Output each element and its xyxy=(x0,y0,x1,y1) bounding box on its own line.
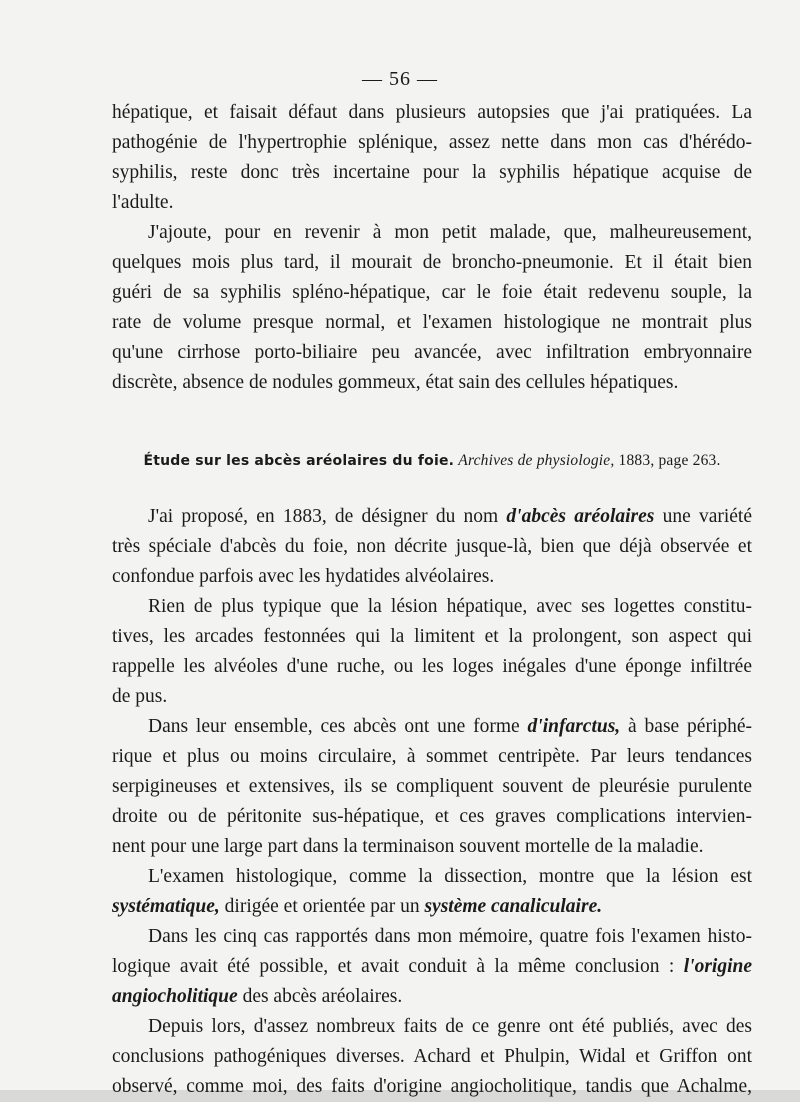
text-line: J'ajoute, pour en revenir à mon petit malade, que, malheureusement, xyxy=(148,222,752,243)
text-line: systématique, dirigée et orientée par un système canaliculaire. xyxy=(112,896,603,917)
text-line: angiocholitique des abcès aréolaires. xyxy=(112,986,403,1007)
text-line: Depuis lors, d'assez nombreux faits de ce genre ont été publiés, avec des xyxy=(148,1016,752,1037)
text-line: l'adulte. xyxy=(112,192,174,213)
text-line: discrète, absence de nodules gommeux, état sain des cellules hépatiques. xyxy=(112,372,679,393)
text-line: hépatique, et faisait défaut dans plusieurs autopsies que j'ai pratiquées. La xyxy=(112,102,752,123)
text-line: Dans les cinq cas rapportés dans mon mémoire, quatre fois l'examen histo- xyxy=(148,926,752,947)
text-line: rappelle les alvéoles d'une ruche, ou les loges inégales d'une éponge infiltrée xyxy=(112,656,752,677)
emphasis: d'abcès aréolaires xyxy=(506,506,655,527)
emphasis: l'origine xyxy=(683,956,753,977)
text-line: syphilis, reste donc très incertaine pour la syphilis hépatique acquise de xyxy=(112,162,752,183)
emphasis: d'infarctus, xyxy=(527,716,621,737)
text-line: conclusions pathogéniques diverses. Achard et Phulpin, Widal et Griffon ont xyxy=(112,1046,752,1067)
text-line: très spéciale d'abcès du foie, non décrite jusque-là, bien que déjà observée et xyxy=(112,536,752,557)
text-line: rique et plus ou moins circulaire, à sommet centripète. Par leurs tendances xyxy=(112,746,752,767)
text-line: qu'une cirrhose porto-biliaire peu avancée, avec infiltration embryonnaire xyxy=(112,342,752,363)
text-line: observé, comme moi, des faits d'origine angiocholitique, tandis que Achalme, xyxy=(112,1076,752,1097)
emphasis: systématique, xyxy=(112,896,220,917)
text-line: de pus. xyxy=(112,686,168,707)
emphasis: système canaliculaire. xyxy=(424,896,603,917)
emphasis: angiocholitique xyxy=(112,986,238,1007)
text-line: rate de volume presque normal, et l'examen histologique ne montrait plus xyxy=(112,312,752,333)
text-line: logique avait été possible, et avait conduit à la même conclusion : l'origine xyxy=(112,956,753,977)
text-line: serpigineuses et extensives, ils se compliquent souvent de pleurésie purulente xyxy=(112,776,752,797)
text-line: Dans leur ensemble, ces abcès ont une forme d'infarctus, à base périphé- xyxy=(148,716,753,737)
page-body xyxy=(112,98,752,1102)
heading-source: Archives de physiologie, xyxy=(458,452,615,469)
text-line: Rien de plus typique que la lésion hépatique, avec ses logettes constitu- xyxy=(148,596,752,617)
heading-title: Étude sur les abcès aréolaires du foie. xyxy=(143,453,455,469)
section-heading xyxy=(112,450,752,472)
text-line: nent pour une large part dans la terminaison souvent mortelle de la maladie. xyxy=(112,836,704,857)
text-line: guéri de sa syphilis spléno-hépatique, car le foie était redevenu souple, la xyxy=(112,282,752,303)
heading-ref: 1883, page 263. xyxy=(618,452,721,469)
page-number: — 56 — xyxy=(362,68,438,90)
text-line: J'ai proposé, en 1883, de désigner du nom d'abcès aréolaires une variété xyxy=(148,506,753,527)
text-line: pathogénie de l'hypertrophie splénique, assez nette dans mon cas d'hérédo- xyxy=(112,132,752,153)
text-line: L'examen histologique, comme la dissection, montre que la lésion est xyxy=(148,866,752,887)
text-line: confondue parfois avec les hydatides alvéolaires. xyxy=(112,566,495,587)
text-line: quelques mois plus tard, il mourait de broncho-pneumonie. Et il était bien xyxy=(112,252,752,273)
text-line: tives, les arcades festonnées qui la limitent et la prolongent, son aspect qui xyxy=(112,626,752,647)
text-line: droite ou de péritonite sus-hépatique, et ces graves complications intervien- xyxy=(112,806,752,827)
